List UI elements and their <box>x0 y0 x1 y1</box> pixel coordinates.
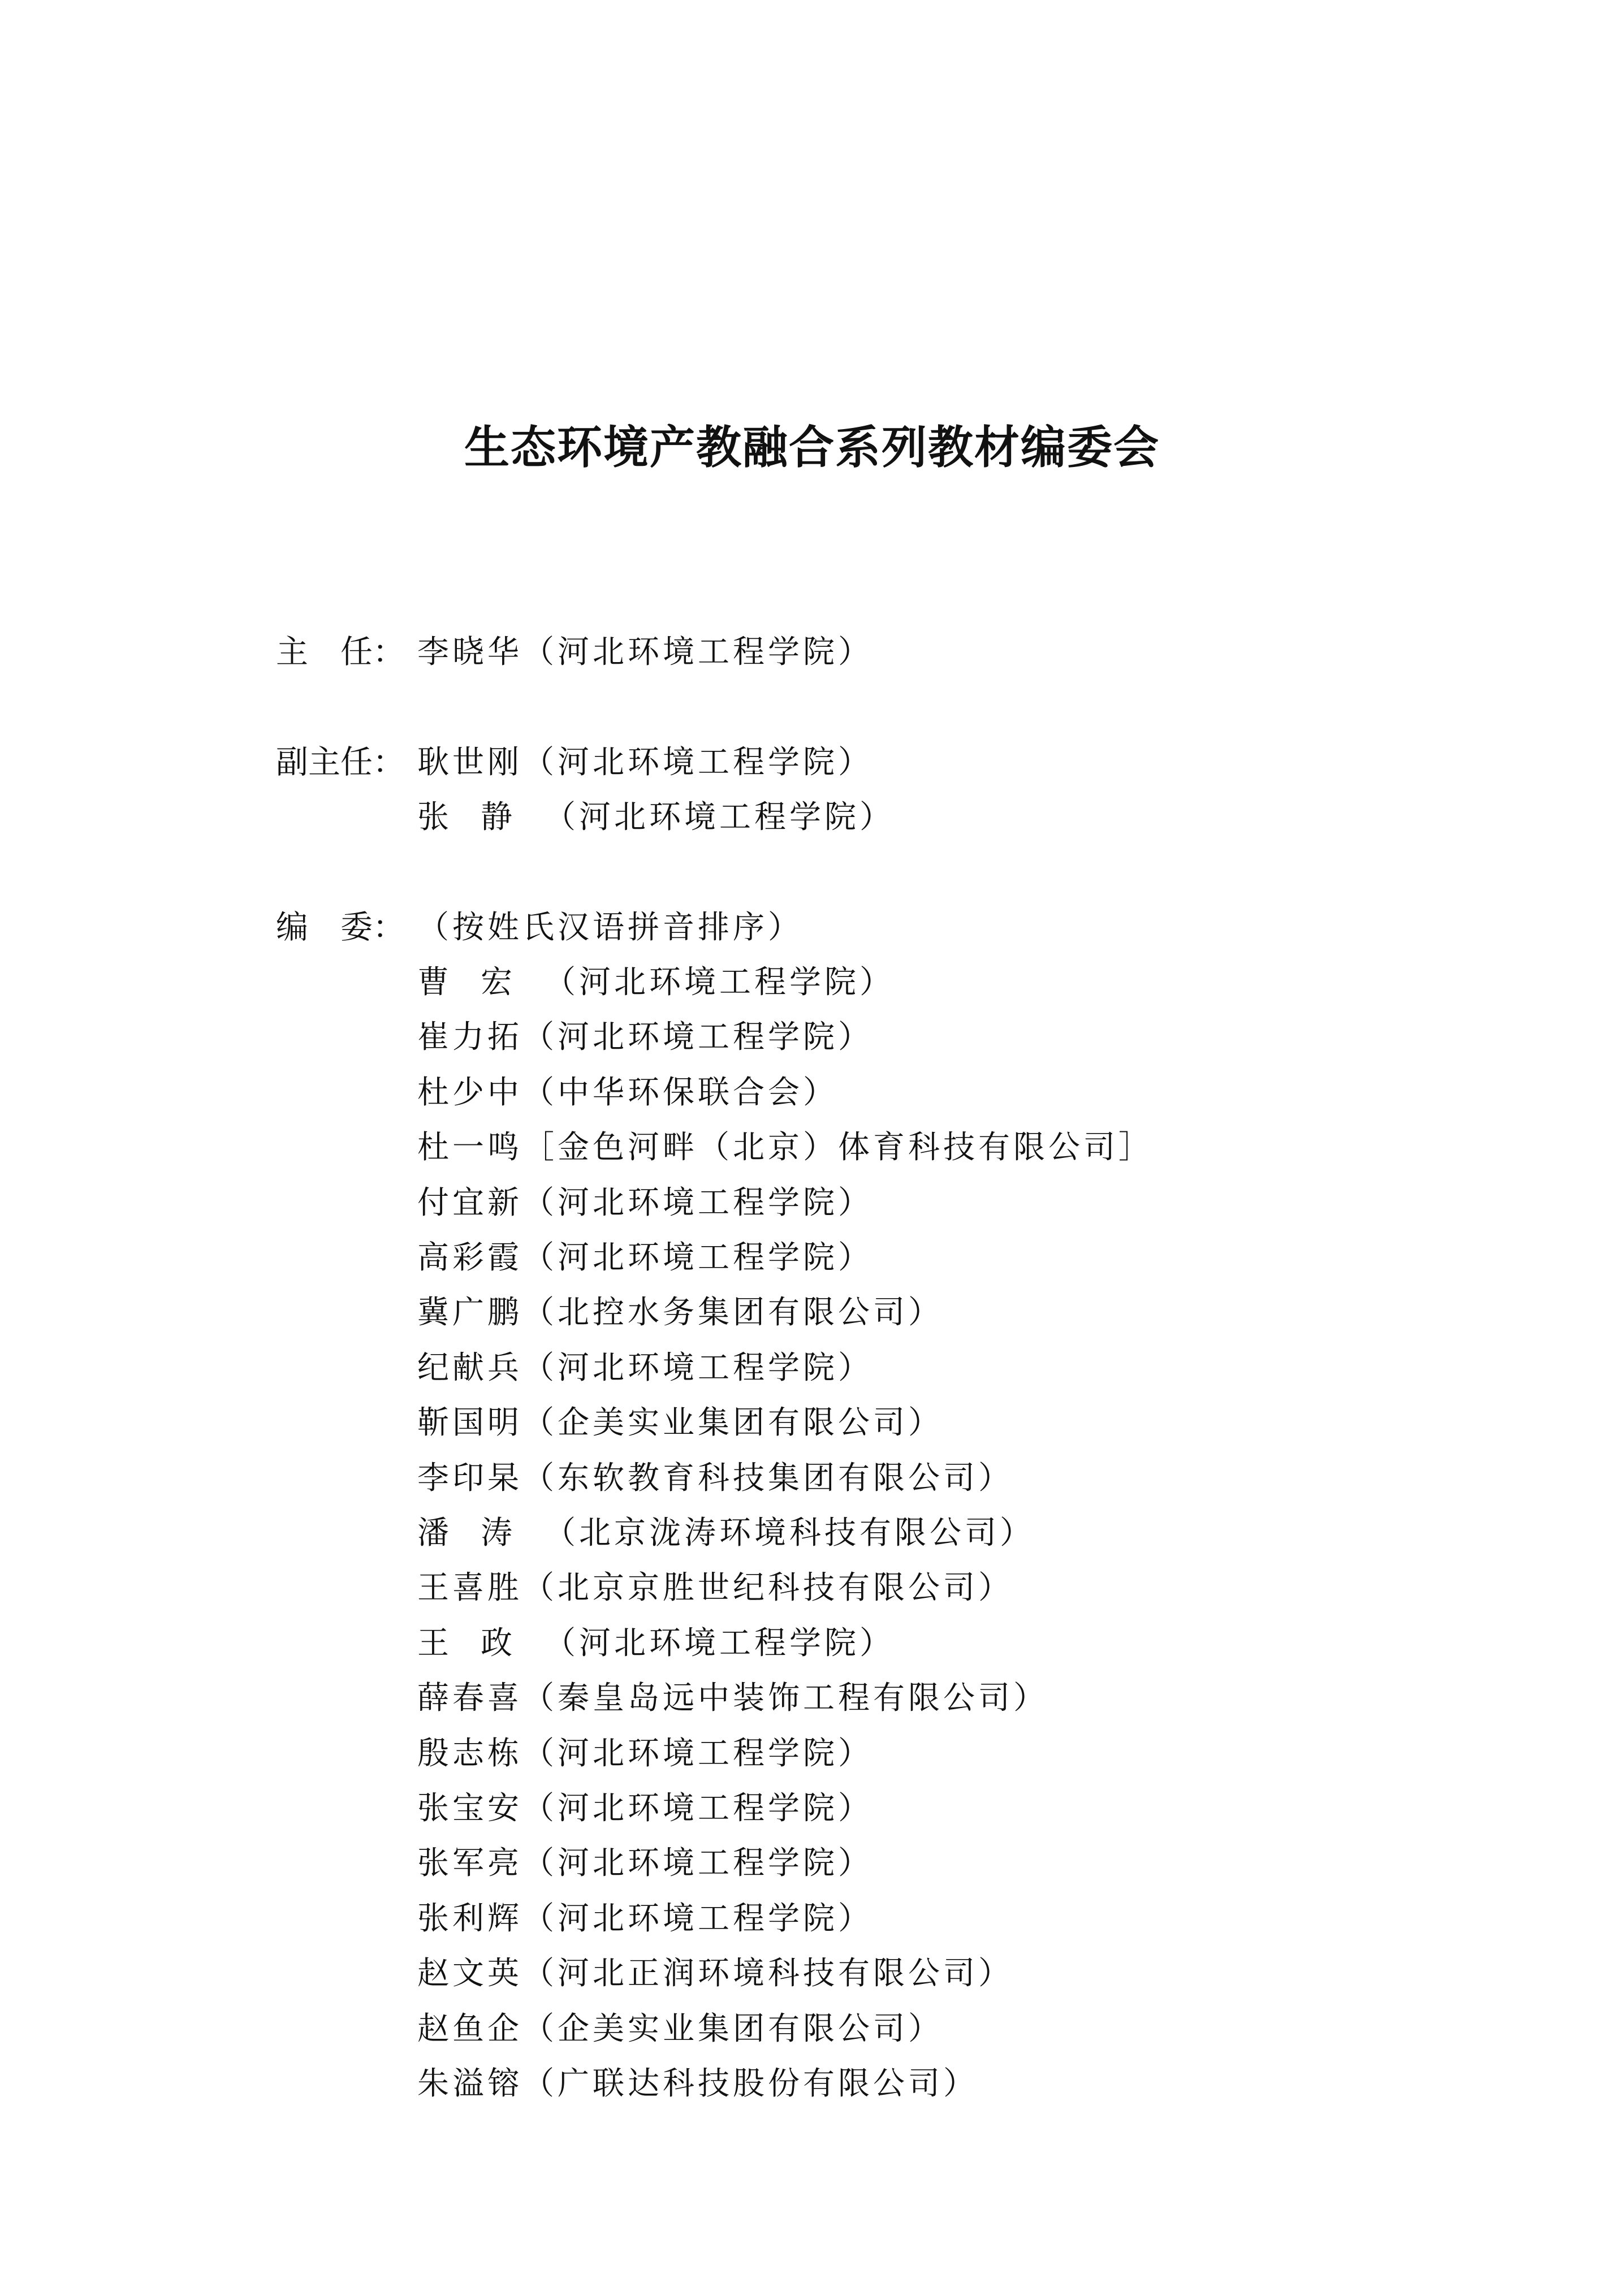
member-name: 崔力拓 <box>417 1019 522 1056</box>
member-org: （河北环境工程学院） <box>522 634 873 671</box>
member-name: 杜少中 <box>417 1074 522 1111</box>
editor-row <box>276 1948 1013 1999</box>
deputy-label-text: 副主任 <box>276 743 373 781</box>
editor-row <box>276 1398 943 1449</box>
editor-entry <box>417 1233 873 1283</box>
member-name: 张利辉 <box>417 1900 522 1937</box>
member-org: （河北环境工程学院） <box>522 1845 873 1882</box>
member-name: 张军亮 <box>417 1845 522 1882</box>
editors-row <box>276 902 803 953</box>
member-name: 王政 <box>417 1625 544 1662</box>
editor-entry <box>417 1508 1035 1559</box>
member-name: 曹宏 <box>417 964 544 1001</box>
editor-row <box>276 1783 873 1834</box>
editors-label <box>276 902 417 953</box>
member-name: 杜一鸣 <box>417 1129 522 1166</box>
editor-entry <box>417 1343 873 1394</box>
member-name: 冀广鹏 <box>417 1294 522 1331</box>
member-name: 潘涛 <box>417 1515 544 1551</box>
member-org: （河北环境工程学院） <box>522 1350 873 1386</box>
member-name: 张静 <box>417 799 544 836</box>
member-name: 高彩霞 <box>417 1239 522 1276</box>
member-org: （河北环境工程学院） <box>522 1239 873 1276</box>
member-org: （秦皇岛远中装饰工程有限公司） <box>522 1680 1048 1717</box>
editor-entry <box>417 957 895 1008</box>
editor-row <box>276 957 895 1008</box>
editor-entry <box>417 1453 1013 1504</box>
director-entry <box>417 627 873 678</box>
editor-row <box>276 1728 873 1779</box>
member-name: 赵鱼企 <box>417 2011 522 2047</box>
member-org: （河北环境工程学院） <box>544 799 895 836</box>
member-org: （企美实业集团有限公司） <box>522 2011 943 2047</box>
member-org: （河北环境工程学院） <box>522 1184 873 1221</box>
member-org: ［金色河畔（北京）体育科技有限公司］ <box>522 1129 1154 1166</box>
editors-label-colon: ： <box>373 909 405 946</box>
editor-row <box>276 1563 1013 1614</box>
member-name: 纪献兵 <box>417 1350 522 1386</box>
member-name: 李晓华 <box>417 634 522 671</box>
member-org: （河北环境工程学院） <box>544 964 895 1001</box>
member-name: 赵文英 <box>417 1955 522 1992</box>
member-org: （河北环境工程学院） <box>522 1735 873 1772</box>
deputy-entry <box>417 737 873 788</box>
member-name: 靳国明 <box>417 1404 522 1441</box>
editor-entry <box>417 1618 895 1669</box>
editor-row <box>276 1233 873 1283</box>
member-org: （中华环保联合会） <box>522 1074 838 1111</box>
editor-entry <box>417 1563 1013 1614</box>
member-org: （北京京胜世纪科技有限公司） <box>522 1570 1013 1606</box>
deputy-label <box>276 737 417 788</box>
editor-entry <box>417 2059 978 2109</box>
editor-row <box>276 1893 873 1944</box>
director-row <box>276 626 873 677</box>
editor-row <box>276 1178 873 1229</box>
editor-entry <box>417 1893 873 1944</box>
editor-entry <box>417 1838 873 1889</box>
director-label <box>276 626 417 677</box>
editor-row <box>276 1618 895 1669</box>
editor-row <box>276 1287 943 1338</box>
editor-row <box>276 1838 873 1889</box>
editor-entry <box>417 1673 1048 1724</box>
editor-entry <box>417 1728 873 1779</box>
editor-entry <box>417 1398 943 1449</box>
member-name: 朱溢镕 <box>417 2065 522 2102</box>
member-org: （企美实业集团有限公司） <box>522 1404 943 1441</box>
member-org: （河北环境工程学院） <box>522 1790 873 1827</box>
member-org: （广联达科技股份有限公司） <box>522 2065 978 2102</box>
director-label-colon: ： <box>373 633 405 671</box>
editor-entry <box>417 1178 873 1229</box>
member-org: （北京泷涛环境科技有限公司） <box>544 1515 1035 1551</box>
editor-row <box>276 1067 838 1118</box>
member-org: （北控水务集团有限公司） <box>522 1294 943 1331</box>
member-org: （河北环境工程学院） <box>522 1019 873 1056</box>
member-name: 耿世刚 <box>417 744 522 781</box>
editor-entry <box>417 1783 873 1834</box>
editor-row <box>276 2059 978 2109</box>
member-org: （河北环境工程学院） <box>522 744 873 781</box>
director-label-text: 主 任 <box>276 633 373 671</box>
member-name: 殷志栋 <box>417 1735 522 1772</box>
member-name: 王喜胜 <box>417 1570 522 1606</box>
member-org: （河北环境工程学院） <box>522 1900 873 1937</box>
editor-entry <box>417 1122 1154 1173</box>
editor-row <box>276 1673 1048 1724</box>
sorting-note: （按姓氏汉语拼音排序） <box>417 909 803 946</box>
member-org: （东软教育科技集团有限公司） <box>522 1460 1013 1497</box>
member-name: 薛春喜 <box>417 1680 522 1717</box>
member-org: （河北环境工程学院） <box>544 1625 895 1662</box>
deputy-row <box>276 737 873 788</box>
editor-entry <box>417 1287 943 1338</box>
editors-label-text: 编 委 <box>276 909 373 946</box>
deputy-entry <box>417 792 895 843</box>
editor-row <box>276 1508 1035 1559</box>
editor-row <box>276 1122 1154 1173</box>
member-name: 张宝安 <box>417 1790 522 1827</box>
editor-row <box>276 1343 873 1394</box>
editor-row <box>276 2004 943 2055</box>
editor-entry <box>417 1067 838 1118</box>
editor-row <box>276 1453 1013 1504</box>
member-org: （河北正润环境科技有限公司） <box>522 1955 1013 1992</box>
member-name: 李印杲 <box>417 1460 522 1497</box>
page-title: 生态环境产教融合系列教材编委会 <box>464 421 1160 474</box>
editor-row <box>276 1012 873 1063</box>
deputy-row <box>276 792 895 843</box>
editor-entry <box>417 2004 943 2055</box>
member-name: 付宜新 <box>417 1184 522 1221</box>
editor-entry <box>417 1948 1013 1999</box>
deputy-label-colon: ： <box>373 743 405 781</box>
editor-entry <box>417 1012 873 1063</box>
